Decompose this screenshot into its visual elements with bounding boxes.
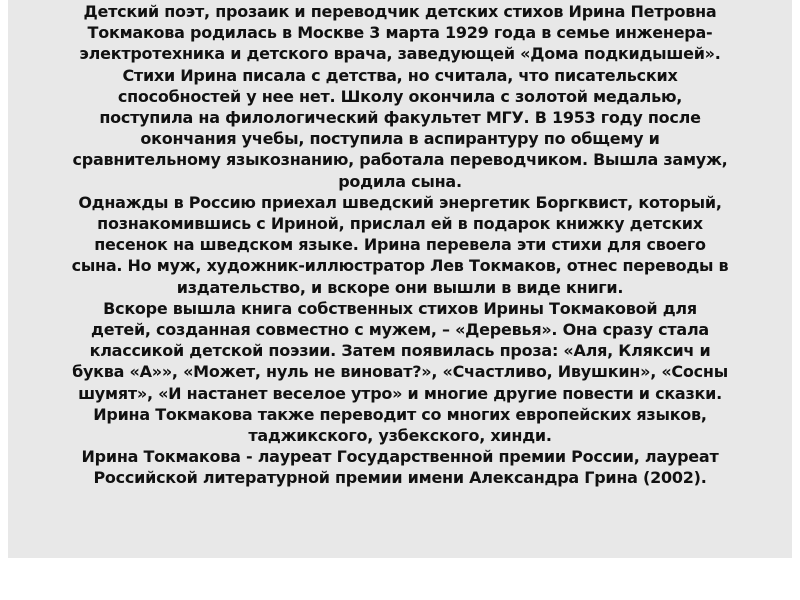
text-line: сравнительному языкознанию, работала переводчиком. Вышла замуж, bbox=[72, 150, 728, 170]
text-line: буква «А»», «Может, нуль не виноват?», «Счастливо, Ивушкин», «Сосны bbox=[72, 362, 728, 382]
text-line: Токмакова родилась в Москве 3 марта 1929 года в семье инженера- bbox=[87, 23, 713, 43]
paragraph-works bbox=[18, 298, 782, 446]
text-line: Ирина Токмакова также переводит со многих европейских языков, bbox=[93, 404, 707, 424]
text-line: песенок на шведском языке. Ирина перевела эти стихи для своего bbox=[94, 235, 706, 255]
paragraph-birth bbox=[18, 1, 782, 192]
paragraph-translation bbox=[18, 192, 782, 298]
text-line: поступила на филологический факультет МГУ. В 1953 году после bbox=[99, 108, 701, 128]
text-line: познакомившись с Ириной, прислал ей в подарок книжку детских bbox=[97, 214, 703, 234]
text-line: таджикского, узбекского, хинди. bbox=[248, 426, 552, 446]
text-line: Ирина Токмакова - лауреат Государственной премии России, лауреат bbox=[81, 447, 719, 467]
paragraph-awards bbox=[18, 446, 782, 488]
text-line: Детский поэт, прозаик и переводчик детских стихов Ирина Петровна bbox=[83, 2, 717, 21]
biography-text bbox=[18, 1, 782, 489]
text-line: Вскоре вышла книга собственных стихов Ирины Токмаковой для bbox=[103, 298, 697, 318]
text-line: детей, созданная совместно с мужем, – «Деревья». Она сразу стала bbox=[91, 320, 709, 340]
text-line: сына. Но муж, художник-иллюстратор Лев Токмаков, отнес переводы в bbox=[71, 256, 729, 276]
text-line: шумят», «И настанет веселое утро» и многие другие повести и сказки. bbox=[78, 383, 722, 403]
text-line: издательство, и вскоре они вышли в виде книги. bbox=[176, 277, 624, 297]
text-line: Российской литературной премии имени Александра Грина (2002). bbox=[93, 468, 707, 488]
text-line: окончания учебы, поступила в аспирантуру по общему и bbox=[140, 129, 660, 149]
text-line: способностей у нее нет. Школу окончила с золотой медалью, bbox=[117, 86, 683, 106]
text-line: классикой детской поэзии. Затем появилась проза: «Аля, Кляксич и bbox=[89, 341, 711, 361]
text-line: электротехника и детского врача, заведующей «Дома подкидышей». bbox=[79, 44, 721, 64]
text-line: родила сына. bbox=[338, 171, 462, 191]
text-line: Однажды в Россию приехал шведский энергетик Боргквист, который, bbox=[78, 192, 722, 212]
text-panel bbox=[8, 0, 792, 558]
text-line: Стихи Ирина писала с детства, но считала, что писательских bbox=[122, 65, 678, 85]
